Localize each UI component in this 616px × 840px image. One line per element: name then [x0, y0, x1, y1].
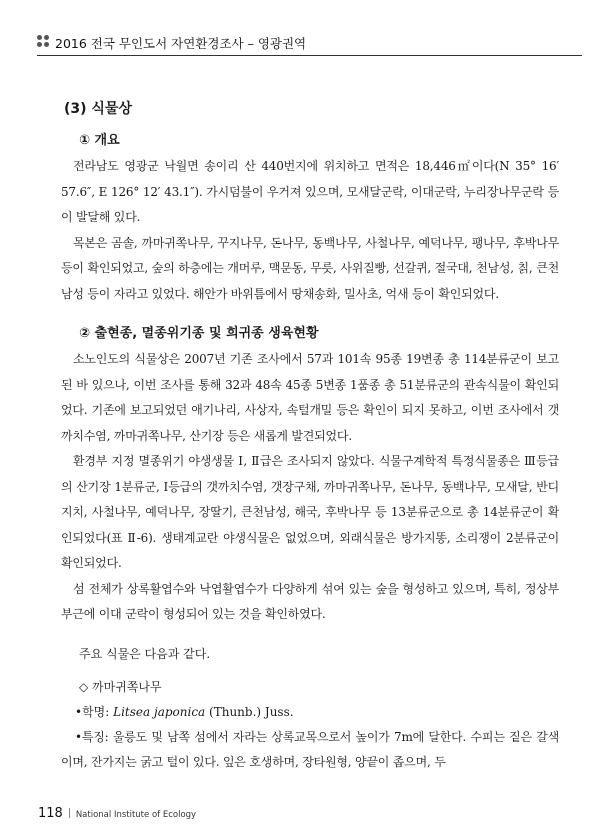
paragraph: 섬 전체가 상록활엽수와 낙엽활엽수가 다양하게 섞여 있는 숲을 형성하고 있으며, 특히, 정상부 부근에 이대 군락이 형성되어 있는 것을 확인하였다. — [61, 581, 559, 621]
page-number: 118 — [38, 806, 63, 821]
subsection-title-overview: ① 개요 — [79, 133, 120, 148]
footer-institution: National Institute of Ecology — [75, 810, 197, 820]
main-content — [61, 98, 559, 776]
feature-description: •특징: 울릉도 및 남쪽 섬에서 자라는 상록교목으로서 높이가 7m에 달한다. 수피는 짙은 갈색이며, 잔가지는 굵고 털이 있다. 잎은 호생하며, 장타원형, 양끝이 좁으며, 두 — [61, 729, 559, 769]
subsection-title-species-status: ② 출현종, 멸종위기종 및 희귀종 생육현황 — [79, 326, 319, 341]
sci-author: (Thunb.) Juss. — [205, 704, 294, 719]
header-rule — [37, 55, 582, 57]
paragraph: 목본은 곰솔, 까마귀쪽나무, 꾸지나무, 돈나무, 동백나무, 사철나무, 예덕나무, 팽나무, 후박나무 등이 확인되었고, 숲의 하층에는 개머루, 맥문동, 무릇, 사위질빵, 선갈퀴, 절국대, 천남성, 칡, 큰천남성 등이 자라고 있었다. 해안가 바위틈에서 땅채송화, 밀사초, 억새 등이 확인되었다. — [61, 235, 559, 301]
main-plants-intro: 주요 식물은 다음과 같다. — [79, 646, 211, 661]
footer-separator — [69, 808, 70, 818]
paragraph: 전라남도 영광군 낙월면 송이리 산 440번지에 위치하고 면적은 18,446㎡이다(N 35° 16′ 57.6″, E 126° 12′ 43.1″). 가시덤불이 우거져 있으며, 모새달군락, 이대군락, 누리장나무군락 등이 발달해 있다. — [61, 159, 559, 224]
sci-name: Litsea japonica — [113, 704, 206, 719]
paragraph: 소노인도의 식물상은 2007년 기존 조사에서 57과 101속 95종 19변종 총 114분류군이 보고된 바 있으나, 이번 조사를 통해 32과 48속 45종 5변종 1품종 총 51분류군의 관속식물이 확인되었다. 기존에 보고되었던 애기나리, 사상자, 속털개밀 등은 확인이 되지 못하고, 이번 조사에서 갯까치수염, 까마귀쪽나무, 산기장 등은 새롭게 발견되었다. — [61, 352, 559, 443]
page-footer — [38, 802, 196, 822]
section-title: (3) 식물상 — [64, 101, 132, 117]
running-header — [37, 30, 582, 56]
scientific-name-line — [75, 700, 559, 725]
header-dots-icon — [37, 35, 51, 49]
species-heading: ◇ 까마귀쪽나무 — [79, 679, 162, 694]
sci-prefix: •학명: — [75, 704, 114, 719]
paragraph: 환경부 지정 멸종위기 야생생물 Ⅰ, Ⅱ급은 조사되지 않았다. 식물구계학적 특정식물종은 Ⅲ등급의 산기장 1분류군, Ⅰ등급의 갯까치수염, 갯장구채, 까마귀쪽나무, 돈나무, 동백나무, 모새달, 반디지치, 사철나무, 예덕나무, 장딸기, 큰천남성, 해국, 후박나무 등 13분류군으로 총 14분류군이 확인되었다(표 Ⅱ-6). 생태계교란 야생식물은 없었으며, 외래식물은 방가지똥, 소리쟁이 2분류군이 확인되었다. — [61, 454, 559, 570]
header-title: 2016 전국 무인도서 자연환경조사 – 영광권역 — [55, 36, 307, 51]
